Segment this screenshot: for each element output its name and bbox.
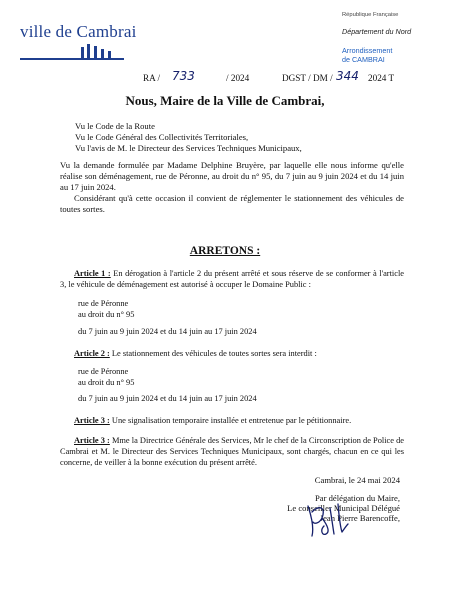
arrondissement-line-2: de CAMBRAI [342,55,385,64]
city-logo-text: ville de Cambrai [20,22,137,41]
article-execution [60,435,404,468]
arretons-heading [0,245,450,257]
article-1-number: au droit du n° 95 [78,310,135,319]
article-2-number: au droit du n° 95 [78,378,135,387]
vu-line: Vu l'avis de M. le Directeur des Services Techniques Municipaux, [75,143,302,153]
article-2 [60,348,404,359]
article-2-street: rue de Péronne [78,367,129,376]
article-1-dates: du 7 juin au 9 juin 2024 et du 14 juin au 17 juin 2024 [78,327,257,336]
signatory-role: Le conseiller Municipal Délégué [287,503,400,513]
delegation-line: Par délégation du Maire, [315,493,400,503]
ra-year: / 2024 [226,73,250,83]
article-1 [60,268,404,290]
place-date: Cambrai, le 24 mai 2024 [314,475,400,485]
handwritten-signature-icon [300,498,350,540]
arrondissement-line-1: Arrondissement [342,46,393,55]
departement-label: Département du Nord [342,27,412,36]
article-execution-label: Article 3 : [74,436,110,445]
logo-underline [20,58,124,60]
vu-line: Vu le Code Général des Collectivités Territoriales, [75,132,249,142]
article-3 [60,415,404,426]
document-title: Nous, Maire de la Ville de Cambrai, [125,93,325,108]
article-execution-text: Mme la Directrice Générale des Services, Mr le chef de la Circonscription de Police de Cambrai et M. le Directeur des Services Techniques Municipaux, sont chargés, chacun en ce qui les concerne, de veiller à la bonne exécution du présent arrêté. [60,436,404,467]
article-2-text: Le stationnement des véhicules de toutes sortes sera interdit : [111,349,317,358]
arrondissement-label [342,46,392,64]
article-3-label: Article 3 : [74,416,110,425]
considerant-paragraph: Considérant qu'à cette occasion il convient de réglementer le stationnement des véhicules de toutes sortes. [60,193,404,214]
article-1-text: En dérogation à l'article 2 du présent arrêté et sous réserve de se conformer à l'article 3, le véhicule de déménagement est autorisé à occuper le Domaine Public : [60,269,405,289]
article-3-text: Une signalisation temporaire installée et entretenue par le pétitionnaire. [111,416,352,425]
article-2-label: Article 2 : [74,349,110,358]
dgst-prefix: DGST / DM / [282,73,333,83]
demande-paragraph: Vu la demande formulée par Madame Delphine Bruyère, par laquelle elle nous informe qu'elle réalise son déménagement, rue de Péronne, au droit du n° 95, du 7 juin au 9 juin 2024 et du 14 juin au 17 juin 2024. [60,160,404,192]
article-1-label: Article 1 : [74,269,111,278]
arretons-text: ARRETONS : [189,245,261,257]
dgst-number-handwritten: 344 [336,69,359,83]
ra-number-handwritten: 733 [172,69,195,83]
article-1-street: rue de Péronne [78,299,129,308]
article-2-dates: du 7 juin au 9 juin 2024 et du 14 juin au 17 juin 2024 [78,394,257,403]
city-logo-icon [78,44,114,58]
republique-label: République Française [342,12,399,18]
vu-line: Vu le Code de la Route [75,121,155,131]
dgst-suffix: 2024 T [368,73,395,83]
ra-prefix: RA / [143,73,161,83]
signatory-name: Jean Pierre Barencoffe, [319,513,400,523]
